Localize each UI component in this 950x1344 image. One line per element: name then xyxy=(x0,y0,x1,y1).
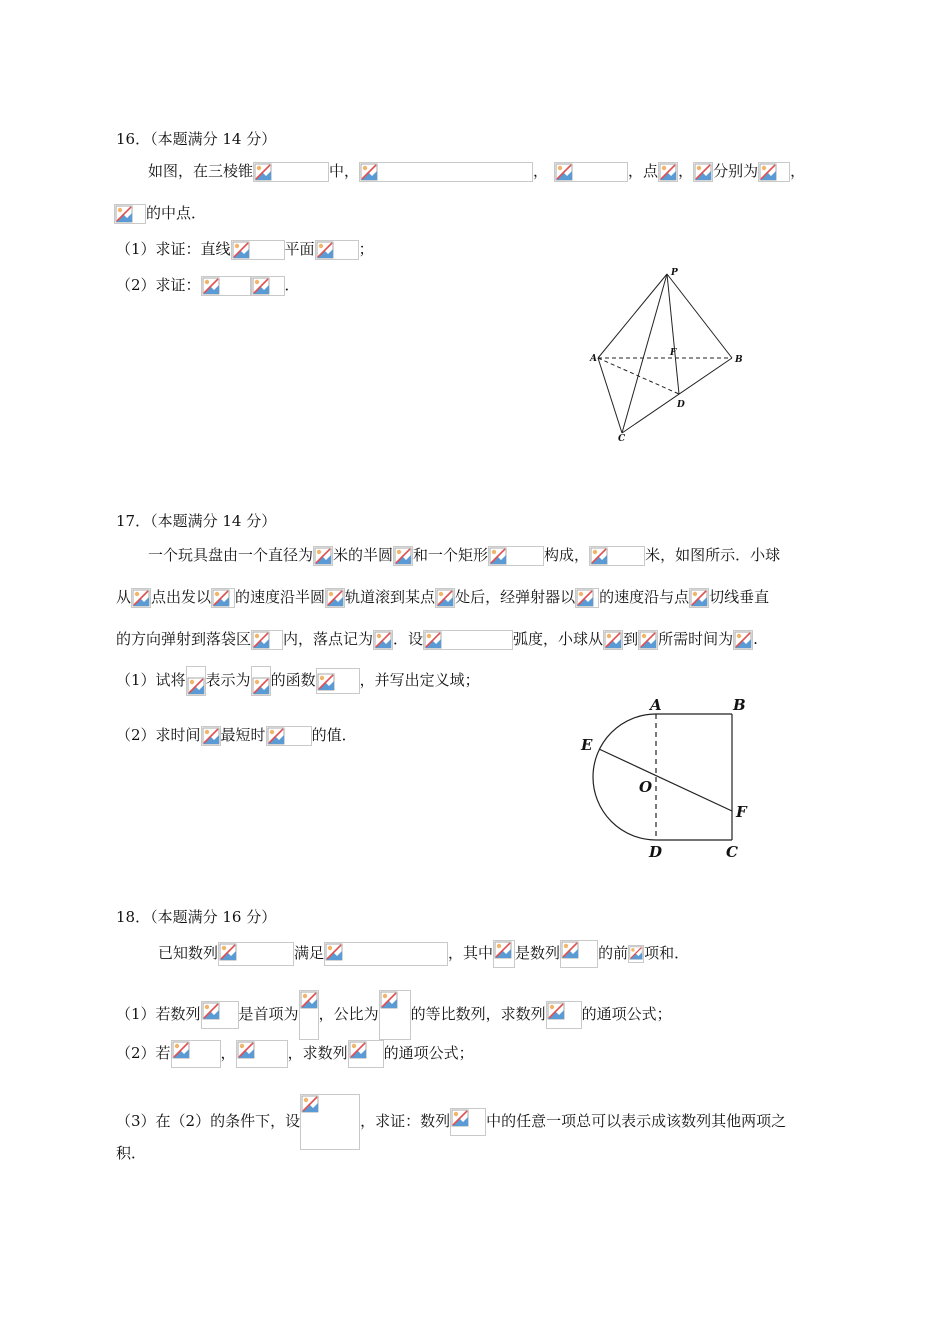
broken-image-icon xyxy=(232,241,250,259)
q16-text: ， xyxy=(790,162,806,180)
q17-text: 弧度，小球从 xyxy=(513,630,604,648)
broken-image-icon xyxy=(212,589,230,607)
q18-part1 xyxy=(116,990,672,1023)
formula-image xyxy=(186,666,206,696)
q17-text: 到 xyxy=(623,630,639,648)
broken-image-icon xyxy=(694,163,712,181)
formula-image xyxy=(689,588,709,608)
q18-text: 的通项公式； xyxy=(581,1005,672,1023)
formula-image xyxy=(171,1040,221,1068)
formula-image xyxy=(554,162,628,182)
q18-text: 已知数列 xyxy=(158,944,219,962)
broken-image-icon xyxy=(734,631,752,649)
q16-header: 16．（本题满分 14 分） xyxy=(116,130,277,148)
q17-text: 米的半圆 xyxy=(333,546,394,564)
broken-image-icon xyxy=(639,631,657,649)
q18-line1 xyxy=(158,940,689,962)
broken-image-icon xyxy=(604,631,622,649)
label-b: B xyxy=(735,355,743,365)
broken-image-icon xyxy=(314,547,332,565)
q17-text: 轨道滚到某点 xyxy=(345,588,436,606)
q18-text: ，其中 xyxy=(448,944,494,962)
q18-text: ， xyxy=(220,1044,236,1062)
q17-line3 xyxy=(116,628,758,650)
label-c: C xyxy=(618,434,626,444)
q18-text: 是数列 xyxy=(515,944,561,962)
formula-image xyxy=(324,942,448,966)
q16-part2 xyxy=(116,274,300,296)
q17-text: 米，如图所示．小球 xyxy=(645,546,781,564)
q17-text: ．设 xyxy=(393,630,424,648)
label-f: F xyxy=(670,348,677,358)
formula-image xyxy=(114,204,146,224)
broken-image-icon xyxy=(360,163,378,181)
broken-image-icon xyxy=(219,943,237,961)
formula-image xyxy=(435,588,455,608)
q17-text: 处后，经弹射器以 xyxy=(455,588,576,606)
broken-image-icon xyxy=(132,589,150,607)
broken-image-icon xyxy=(301,1095,319,1113)
broken-image-icon xyxy=(494,941,512,959)
broken-image-icon xyxy=(759,163,777,181)
formula-image xyxy=(733,630,753,650)
formula-image xyxy=(488,546,544,566)
segment-ef xyxy=(599,749,732,811)
q16-text: （1）求证：直线 xyxy=(116,240,231,258)
formula-image xyxy=(450,1108,486,1136)
formula-image xyxy=(758,162,790,182)
edge-pd xyxy=(667,274,679,394)
label-d: D xyxy=(649,843,663,861)
q16-line1 xyxy=(148,160,805,182)
label-a: A xyxy=(590,354,597,364)
label-c: C xyxy=(726,843,738,861)
q17-part2 xyxy=(116,724,357,746)
q18-text: 中的任意一项总可以表示成该数列其他两项之 xyxy=(486,1112,787,1130)
broken-image-icon xyxy=(629,946,643,960)
q18-text: 的等比数列，求数列 xyxy=(410,1005,546,1023)
q17-text: 内，落点记为 xyxy=(283,630,374,648)
q18-text: 的通项公式； xyxy=(383,1044,474,1062)
q17-text: 的值． xyxy=(311,726,357,744)
label-f: F xyxy=(736,803,747,821)
label-a: A xyxy=(650,696,662,714)
pyramid-figure xyxy=(586,262,756,446)
broken-image-icon xyxy=(172,1041,190,1059)
formula-image xyxy=(373,630,393,650)
broken-image-icon xyxy=(202,277,220,295)
q17-text: （1）试将 xyxy=(116,671,186,689)
label-o: O xyxy=(639,778,653,796)
q17-text: ，并写出定义域； xyxy=(359,671,480,689)
q17-text: . xyxy=(753,630,758,648)
q16-text: ， xyxy=(533,162,549,180)
q17-text: 点出发以 xyxy=(151,588,212,606)
formula-image xyxy=(201,1001,239,1029)
q17-part1 xyxy=(116,666,480,688)
q16-text: ，点 xyxy=(628,162,659,180)
broken-image-icon xyxy=(576,589,594,607)
q18-text: （1）若数列 xyxy=(116,1005,201,1023)
q18-text: ，求证：数列 xyxy=(360,1112,451,1130)
broken-image-icon xyxy=(326,589,344,607)
q18-part3-cont xyxy=(116,1142,146,1164)
formula-image xyxy=(201,726,221,746)
broken-image-icon xyxy=(561,941,579,959)
broken-image-icon xyxy=(187,677,205,695)
q17-text: 表示为 xyxy=(205,671,251,689)
formula-image xyxy=(253,162,329,182)
formula-image xyxy=(658,162,678,182)
q17-line1 xyxy=(148,544,780,566)
label-e: E xyxy=(581,736,593,754)
toy-plate-figure xyxy=(572,692,772,868)
q18-text: 积． xyxy=(116,1144,147,1162)
q17-text: 的速度沿与点 xyxy=(599,588,690,606)
formula-image xyxy=(628,945,644,963)
q18-text: 的前 xyxy=(598,944,629,962)
formula-image xyxy=(251,276,285,296)
q18-text: （2）若 xyxy=(116,1044,171,1062)
formula-image xyxy=(211,588,235,608)
broken-image-icon xyxy=(202,1002,220,1020)
broken-image-icon xyxy=(316,241,334,259)
formula-image xyxy=(218,942,294,966)
broken-image-icon xyxy=(436,589,454,607)
broken-image-icon xyxy=(659,163,677,181)
q17-text: 所需时间为 xyxy=(658,630,734,648)
broken-image-icon xyxy=(115,205,133,223)
formula-image xyxy=(359,162,533,182)
formula-image xyxy=(575,588,599,608)
q17-text: 的函数 xyxy=(270,671,316,689)
q17-text: 构成， xyxy=(544,546,590,564)
broken-image-icon xyxy=(380,991,398,1009)
q16-text: 分别为 xyxy=(713,162,759,180)
q17-text: 最短时 xyxy=(220,726,266,744)
broken-image-icon xyxy=(252,631,270,649)
label-b: B xyxy=(733,696,746,714)
q16-text: （2）求证： xyxy=(116,276,201,294)
q18-text: 项和． xyxy=(644,944,690,962)
formula-image xyxy=(315,240,359,260)
q16-text: ； xyxy=(358,240,374,258)
q18-header: 18．（本题满分 16 分） xyxy=(116,908,277,926)
formula-image xyxy=(300,1094,360,1150)
formula-image xyxy=(251,630,283,650)
broken-image-icon xyxy=(394,547,412,565)
broken-image-icon xyxy=(489,547,507,565)
formula-image xyxy=(560,940,598,968)
broken-image-icon xyxy=(237,1041,255,1059)
label-p: P xyxy=(671,268,678,278)
formula-image xyxy=(316,668,360,694)
q16-text: ． xyxy=(284,276,300,294)
broken-image-icon xyxy=(590,547,608,565)
q17-text: 和一个矩形 xyxy=(413,546,489,564)
q17-text: 的速度沿半圆 xyxy=(235,588,326,606)
q18-text: 满足 xyxy=(294,944,325,962)
formula-image xyxy=(313,546,333,566)
formula-image xyxy=(393,546,413,566)
formula-image xyxy=(348,1040,384,1068)
formula-image xyxy=(251,666,271,696)
edge-pb xyxy=(667,274,732,358)
formula-image xyxy=(325,588,345,608)
formula-image xyxy=(423,630,513,650)
broken-image-icon xyxy=(267,727,285,745)
formula-image xyxy=(231,240,285,260)
edge-ac xyxy=(598,358,622,433)
q16-text: 的中点． xyxy=(146,204,207,222)
broken-image-icon xyxy=(424,631,442,649)
q18-part3 xyxy=(116,1094,787,1130)
q18-text: 是首项为 xyxy=(238,1005,299,1023)
q16-text: 如图，在三棱锥 xyxy=(148,162,254,180)
formula-image xyxy=(236,1040,288,1068)
broken-image-icon xyxy=(202,727,220,745)
q17-text: 的方向弹射到落袋区 xyxy=(116,630,252,648)
q17-header: 17．（本题满分 14 分） xyxy=(116,512,277,530)
q17-text: 从 xyxy=(116,588,132,606)
q16-text: ， xyxy=(678,162,694,180)
semicircle-arc xyxy=(593,714,656,840)
broken-image-icon xyxy=(254,163,272,181)
broken-image-icon xyxy=(252,277,270,295)
q18-text: （3）在（2）的条件下，设 xyxy=(116,1112,301,1130)
q18-text: ，求数列 xyxy=(287,1044,348,1062)
broken-image-icon xyxy=(317,673,335,691)
q18-text: ，公比为 xyxy=(318,1005,379,1023)
label-d: D xyxy=(677,400,685,410)
edge-ad-hidden xyxy=(598,358,679,394)
q16-text: 平面 xyxy=(284,240,315,258)
broken-image-icon xyxy=(349,1041,367,1059)
formula-image xyxy=(493,940,515,968)
q16-part1 xyxy=(116,238,374,260)
formula-image xyxy=(379,990,411,1040)
broken-image-icon xyxy=(300,991,318,1009)
q17-line2 xyxy=(116,586,769,608)
formula-image xyxy=(266,726,312,746)
formula-image xyxy=(603,630,623,650)
formula-image xyxy=(693,162,713,182)
broken-image-icon xyxy=(547,1002,565,1020)
q17-text: 一个玩具盘由一个直径为 xyxy=(148,546,314,564)
edge-pa xyxy=(598,274,667,358)
broken-image-icon xyxy=(690,589,708,607)
broken-image-icon xyxy=(451,1109,469,1127)
formula-image xyxy=(299,990,319,1040)
edge-pc xyxy=(622,274,667,433)
q17-text: （2）求时间 xyxy=(116,726,201,744)
broken-image-icon xyxy=(325,943,343,961)
broken-image-icon xyxy=(555,163,573,181)
q16-text: 中， xyxy=(329,162,360,180)
broken-image-icon xyxy=(374,631,392,649)
formula-image xyxy=(546,1001,582,1029)
q16-line2 xyxy=(114,202,206,224)
formula-image xyxy=(201,276,251,296)
q17-text: 切线垂直 xyxy=(709,588,770,606)
formula-image xyxy=(638,630,658,650)
q18-part2 xyxy=(116,1040,474,1062)
formula-image xyxy=(131,588,151,608)
broken-image-icon xyxy=(252,677,270,695)
formula-image xyxy=(589,546,645,566)
